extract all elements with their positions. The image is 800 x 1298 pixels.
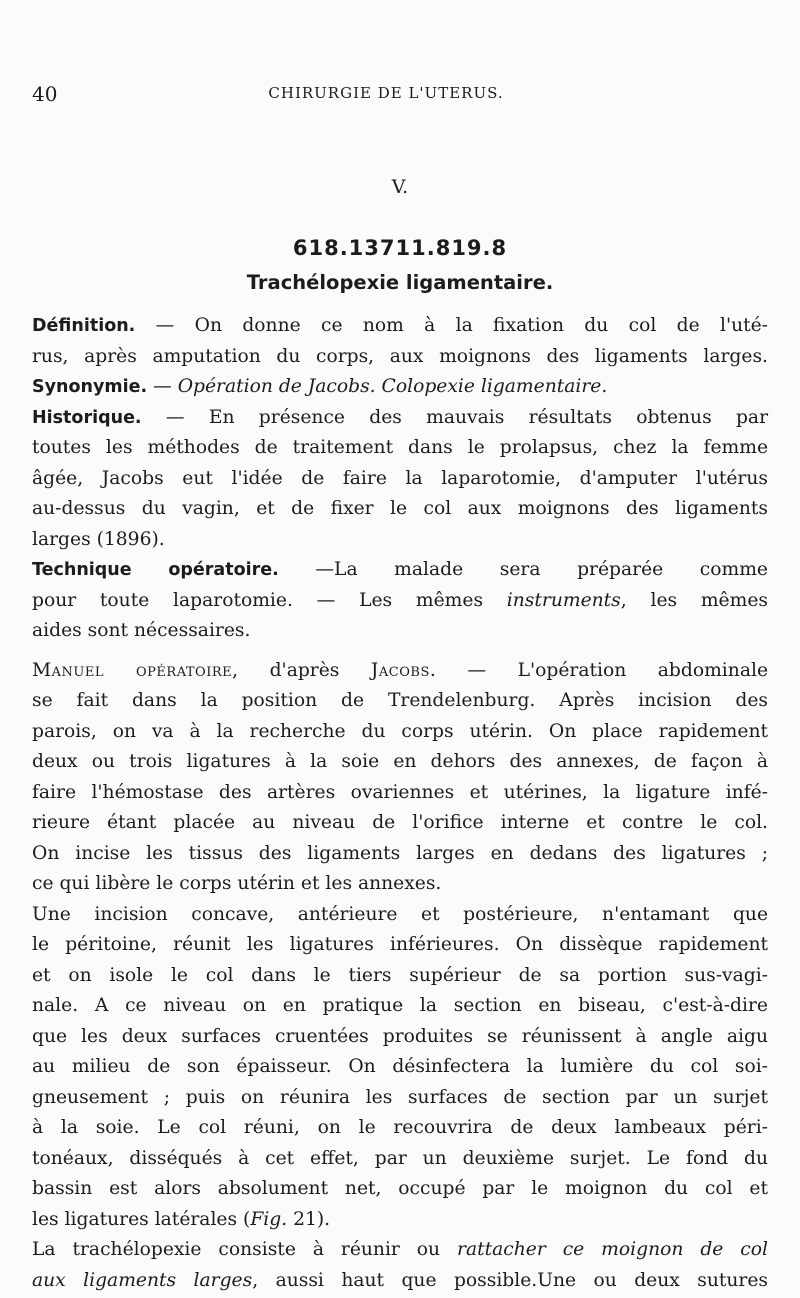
manuel-line-9: Une incision concave, antérieure et postérieure, n'entamant que xyxy=(32,903,768,925)
definition-label: Définition. xyxy=(32,316,136,336)
manuel-line-10: le péritoine, réunit les ligatures inférieures. On dissèque rapidement xyxy=(32,934,768,955)
manuel-line-3: parois, on va à la recherche du corps utérin. On place rapidement xyxy=(32,720,768,742)
historique-line-5: larges (1896). xyxy=(32,528,165,550)
historique-line-1 xyxy=(32,403,768,434)
manuel-last-a: les ligatures latérales ( xyxy=(32,1208,251,1230)
classification-number: 618.13711.819.8 xyxy=(292,236,508,260)
manuel-intro-b: . — L'opération abdominale xyxy=(429,659,768,681)
manuel-line-15: gneusement ; puis on réunira les surfaces de section par un surjet xyxy=(32,1086,768,1108)
manuel-line-11: et on isole le col dans le tiers supérieur de sa portion sus-vagi- xyxy=(32,964,768,986)
running-title: CHIRURGIE DE L'UTERUS. xyxy=(268,84,504,102)
article-title: Trachélopexie ligamentaire. xyxy=(246,271,554,294)
technique-text-1: —La malade sera préparée comme xyxy=(278,559,768,580)
synonymie-dash: — xyxy=(147,376,178,397)
page-number: 40 xyxy=(32,82,58,106)
figure-reference: Fig. xyxy=(250,1208,288,1230)
manuel-line-4: deux ou trois ligatures à la soie en dehors des annexes, de façon à xyxy=(32,751,768,772)
section-number: V. xyxy=(391,176,409,198)
technique-label: Technique opératoire. xyxy=(32,560,279,580)
conclusion-line-2 xyxy=(32,1266,768,1297)
conclusion-line-1 xyxy=(32,1235,768,1266)
manuel-line-8: ce qui libère le corps utérin et les annexes. xyxy=(32,873,442,894)
manuel-line-17: tonéaux, disséqués à cet effet, par un deuxième surjet. Le fond du xyxy=(32,1147,768,1169)
historique-line-2: toutes les méthodes de traitement dans le prolapsus, chez la femme xyxy=(32,437,768,458)
historique-line-4: au-dessus du vagin, et de fixer le col aux moignons des ligaments xyxy=(32,498,768,519)
manuel-line-14: au milieu de son épaisseur. On désinfectera la lumière du col soi- xyxy=(32,1056,768,1077)
conclusion-text-b: , aussi haut que possible.Une ou deux sutures xyxy=(252,1269,768,1291)
manuel-line-7: On incise les tissus des ligaments larges en dedans des ligatures ; xyxy=(32,842,768,864)
definition-line-1 xyxy=(32,311,768,342)
manuel-author: Jacobs xyxy=(370,659,430,681)
manuel-line-12: nale. A ce niveau on en pratique la section en biseau, c'est-à-dire xyxy=(32,995,768,1016)
manuel-last-b: 21). xyxy=(287,1208,331,1230)
definition-line-2: rus, après amputation du corps, aux moignons des ligaments larges. xyxy=(32,345,768,367)
conclusion-text-a: La trachélopexie consiste à réunir ou xyxy=(32,1239,458,1260)
manuel-line-2: se fait dans la position de Trendelenburg. Après incision des xyxy=(32,690,768,711)
manuel-line-6: rieure étant placée au niveau de l'orifice interne et contre le col. xyxy=(32,812,768,833)
body-text xyxy=(32,311,768,1296)
definition-text: — On donne ce nom à la fixation du col de l'uté- xyxy=(135,315,768,336)
manuel-line-18: bassin est alors absolument net, occupé par le moignon du col et xyxy=(32,1178,768,1199)
manuel-line-1 xyxy=(32,656,768,687)
synonymie-line xyxy=(32,372,768,403)
conclusion-em-1: rattacher ce moignon de col xyxy=(457,1239,769,1260)
manuel-line-5: faire l'hémostase des artères ovariennes et utérines, la ligature infé- xyxy=(32,781,768,803)
conclusion-em-2: aux ligaments larges xyxy=(32,1269,253,1291)
technique-line-1 xyxy=(32,555,768,586)
technique-line-2 xyxy=(32,586,768,617)
historique-line-3: âgée, Jacobs eut l'idée de faire la laparotomie, d'amputer l'utérus xyxy=(32,467,768,489)
manuel-label: Manuel opératoire xyxy=(32,659,233,681)
synonymie-label: Synonymie. xyxy=(32,377,148,397)
technique-text-2b: , les mêmes xyxy=(620,589,768,611)
technique-instruments: instruments xyxy=(506,589,621,611)
historique-text: — En présence des mauvais résultats obtenus par xyxy=(141,406,768,428)
technique-line-3: aides sont nécessaires. xyxy=(32,620,251,641)
manuel-line-16: à la soie. Le col réuni, on le recouvrira de deux lambeaux péri- xyxy=(32,1117,768,1138)
manuel-intro-a: , d'après xyxy=(232,659,371,681)
manuel-line-19 xyxy=(32,1205,768,1236)
synonymie-text: Opération de Jacobs. Colopexie ligamentaire. xyxy=(177,376,608,397)
historique-label: Historique. xyxy=(32,407,142,428)
manuel-line-13: que les deux surfaces cruentées produites se réunissent à angle aigu xyxy=(32,1025,768,1047)
running-head xyxy=(32,82,740,112)
technique-text-2a: pour toute laparotomie. — Les mêmes xyxy=(32,589,507,611)
